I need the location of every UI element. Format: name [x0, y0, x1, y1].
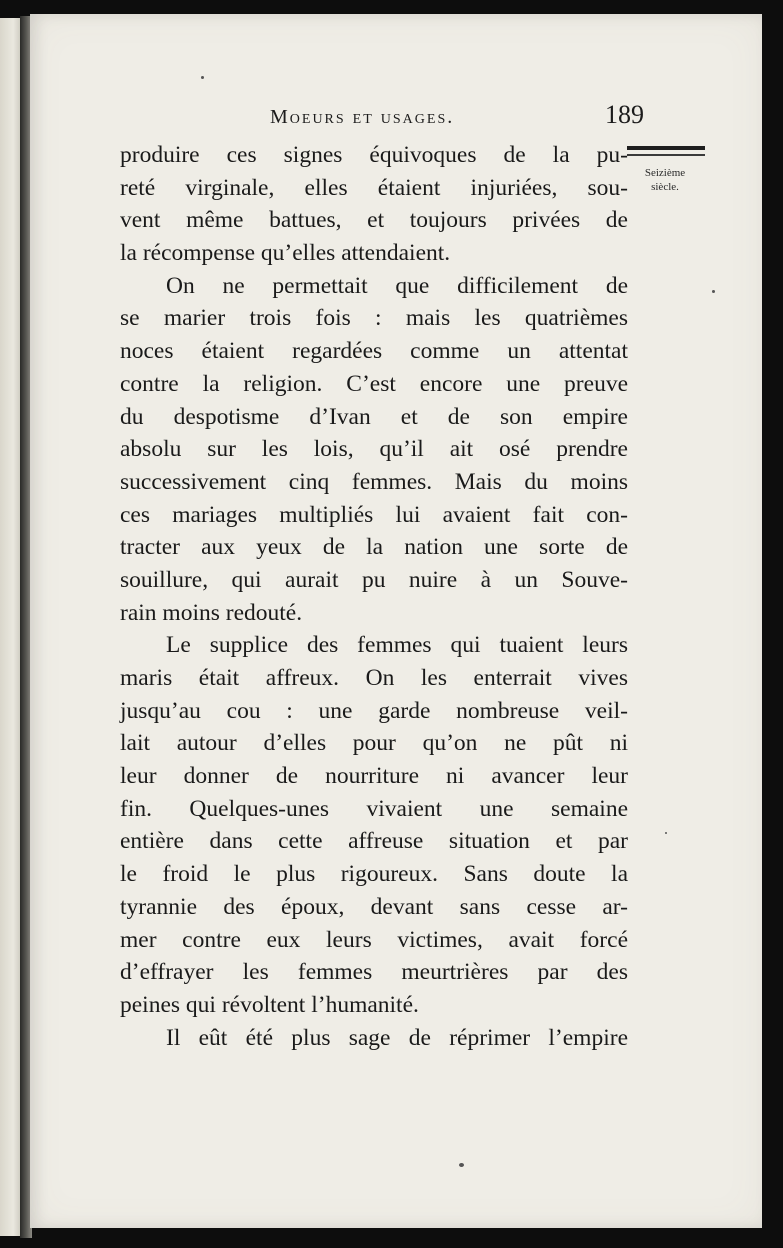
margin-rule-thin — [627, 154, 705, 156]
text-line: ces mariages multipliés lui avaient fait con- — [120, 501, 628, 528]
text-line: d’effrayer les femmes meurtrières par des — [120, 959, 628, 986]
page-number: 189 — [605, 100, 644, 129]
text-line: tyrannie des époux, devant sans cesse ar- — [120, 893, 628, 920]
text-line: souillure, qui aurait pu nuire à un Souve- — [120, 566, 628, 593]
margin-rule — [627, 146, 705, 150]
text-line: tracter aux yeux de la nation une sorte de — [120, 534, 628, 561]
paper-speck — [712, 290, 715, 293]
margin-note-line: siècle. — [651, 181, 679, 193]
text-line: vent même battues, et toujours privées de — [120, 207, 628, 234]
paper-speck — [201, 76, 204, 79]
text-line: la récompense qu’elles attendaient. — [120, 240, 451, 267]
text-line: maris était affreux. On les enterrait vives — [120, 665, 628, 691]
text-line: jusqu’au cou : une garde nombreuse veil- — [120, 697, 628, 724]
text-line: produire ces signes équivoques de la pu- — [120, 142, 628, 168]
paper-speck — [665, 832, 667, 834]
text-line: leur donner de nourriture ni avancer leur — [120, 763, 628, 790]
text-line: entière dans cette affreuse situation et par — [120, 828, 628, 855]
text-line: Il eût été plus sage de réprimer l’empire — [166, 1024, 628, 1051]
facing-page-edge — [0, 18, 22, 1236]
text-line: du despotisme d’Ivan et de son empire — [120, 403, 628, 430]
text-line: rain moins redouté. — [120, 599, 303, 626]
text-line: peines qui révoltent l’humanité. — [120, 991, 419, 1018]
margin-note — [630, 166, 700, 194]
text-line: noces étaient regardées comme un attentat — [120, 338, 628, 365]
text-line: On ne permettait que difficilement de — [166, 272, 628, 299]
paper-speck — [459, 1163, 464, 1167]
margin-note-line: Seizième — [644, 167, 686, 179]
text-line: mer contre eux leurs victimes, avait forcé — [120, 926, 628, 953]
text-line: se marier trois fois : mais les quatrièmes — [120, 305, 628, 332]
text-line: Le supplice des femmes qui tuaient leurs — [166, 632, 628, 659]
text-line: successivement cinq femmes. Mais du moins — [120, 468, 628, 495]
text-line: reté virginale, elles étaient injuriées, sou- — [120, 174, 628, 201]
body-text — [120, 139, 628, 1054]
text-line: lait autour d’elles pour qu’on ne pût ni — [120, 730, 628, 757]
running-head — [240, 94, 660, 134]
text-line: le froid le plus rigoureux. Sans doute la — [120, 861, 628, 888]
text-line: contre la religion. C’est encore une preuve — [120, 370, 628, 397]
text-line: fin. Quelques-unes vivaient une semaine — [120, 795, 628, 822]
text-line: absolu sur les lois, qu’il ait osé prendre — [120, 436, 628, 463]
running-title: Moeurs et usages. — [270, 106, 455, 128]
